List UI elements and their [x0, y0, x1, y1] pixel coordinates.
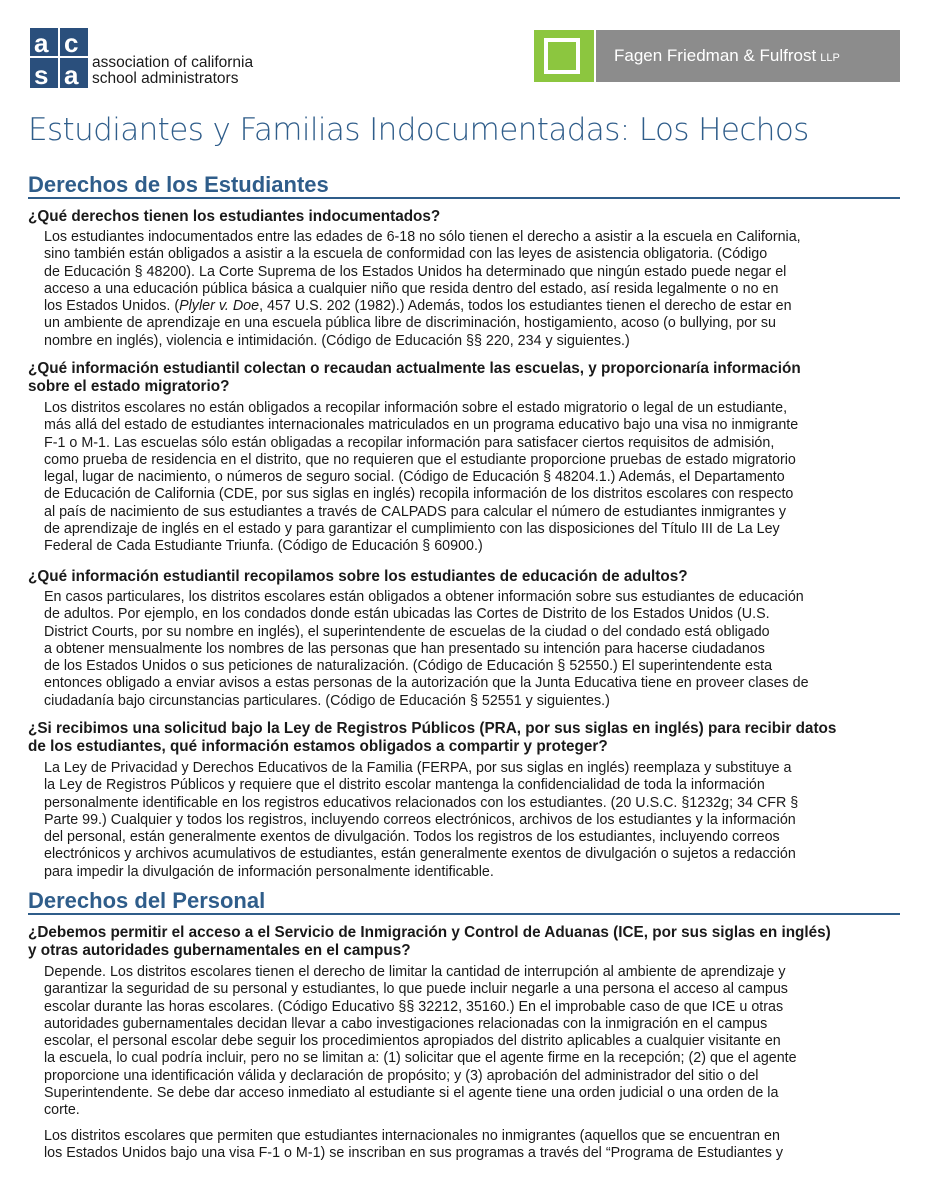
answer-line: proporcione una identificación válida y declaración de propósito; y (3) aprobación del administrador del sitio o del: [44, 1067, 759, 1084]
answer-fragment: , 457 U.S. 202 (1982).) Además, todos los estudiantes tienen el derecho de estar en: [259, 298, 792, 315]
answer-1: [44, 229, 900, 350]
answer-line: de Educación § 48200). La Corte Suprema de los Estados Unidos ha determinado que ningún estado puede negar el: [44, 263, 787, 280]
svg-text:a: a: [34, 28, 49, 58]
answer-line: sino también están obligados a asistir a la escuela de conformidad con las leyes de asistencia obligatoria. (Código: [44, 246, 768, 263]
section-heading-students: Derechos de los Estudiantes: [28, 172, 329, 197]
answer-line: ciudadanía bajo circunstancias particulares. (Código de Educación § 52551 y siguientes.): [44, 692, 610, 709]
firm-name-block: [596, 30, 900, 82]
answer-line: como prueba de residencia en el distrito, que no requieren que el estudiante proporcione pruebas de estado migratorio: [44, 451, 796, 468]
answer-line: corte.: [44, 1102, 80, 1119]
answer-line: F-1 o M-1. Las escuelas sólo están obligadas a recopilar información para satisfacer ciertos requisitos de admisión,: [44, 434, 775, 451]
answer-line: del personal, están generalmente exentos de divulgación. Todos los registros de los estudiantes, incluyendo correos: [44, 829, 780, 846]
answer-line: acceso a una educación pública básica a cualquier niño que resida dentro del estado, así resida legalmente o no en: [44, 280, 779, 297]
answer-line: garantizar la seguridad de su personal y estudiantes, lo que puede incluir negarle a una persona el acceso al campus: [44, 981, 788, 998]
section-divider: [28, 197, 900, 199]
acsa-line-1: association of california: [92, 54, 254, 71]
answer-line: más allá del estado de estudiantes internacionales matriculados en un programa educativo bajo una visa no inmigrante: [44, 417, 799, 434]
answer-line: Los distritos escolares no están obligados a recopilar información sobre el estado migratorio o legal de un estudiante,: [44, 400, 788, 416]
question-4: [28, 720, 896, 756]
question-5: [28, 924, 896, 960]
question-line: ¿Debemos permitir el acceso a el Servicio de Inmigración y Control de Aduanas (ICE, por sus siglas en inglés): [28, 924, 831, 941]
section-heading-staff: Derechos del Personal: [28, 888, 266, 913]
answer-line: escolar, el personal escolar debe seguir los procedimientos apropiados del distrito aplicables a cualquier visitante en: [44, 1033, 781, 1050]
answer-line: entonces obligado a enviar avisos a estas personas de la autorización que la Junta Educativa tiene en proveer clases de: [44, 675, 809, 692]
page-title: Estudiantes y Familias Indocumentadas: Los Hechos: [28, 112, 809, 148]
firm-name: [614, 46, 840, 66]
firm-logo: [534, 30, 900, 82]
answer-line: La Ley de Privacidad y Derechos Educativos de la Familia (FERPA, por sus siglas en inglés) reemplaza y substituye a: [44, 760, 792, 776]
answer-line: de los Estados Unidos o sus peticiones de naturalización. (Código de Educación § 52550.) El superintendente esta: [44, 658, 773, 675]
firm-name-text: Fagen Friedman & Fulfrost: [614, 46, 817, 65]
answer-line: nombre en inglés), violencia e intimidación. (Código de Educación §§ 220, 234 y siguientes.): [44, 332, 630, 349]
answer-line: autoridades gubernamentales decidan llevar a cabo investigaciones relacionadas con la inmigración en el campus: [44, 1015, 768, 1032]
green-square-logo-icon: [534, 30, 594, 82]
svg-text:s: s: [34, 60, 49, 90]
answer-3: [44, 589, 900, 710]
answer-5-continued: [44, 1128, 900, 1163]
acsa-line-2: school administrators: [92, 70, 239, 87]
question-line: de los estudiantes, qué información estamos obligados a compartir y proteger?: [28, 738, 608, 755]
answer-line: Parte 99.) Cualquier y todos los registros, incluyendo correos electrónicos, archivos de los estudiantes y la información: [44, 811, 796, 828]
question-3: [28, 568, 896, 586]
question-line: ¿Qué información estudiantil colectan o recaudan actualmente las escuelas, y proporcionaría información: [28, 360, 801, 377]
answer-line: al país de nacimiento de sus estudiantes a través de CALPADS para calcular el número de estudiantes inmigrantes y: [44, 503, 786, 520]
answer-line: personalmente identificable en los registros educativos relacionados con los estudiantes. (20 U.S.C. §1232g; 34 CFR §: [44, 794, 799, 811]
answer-fragment: los Estados Unidos. (: [44, 298, 180, 315]
answer-line: legal, lugar de nacimiento, o números de seguro social. (Código de Educación § 48204.1.) Además, el Departamento: [44, 469, 785, 486]
answer-line: [44, 298, 900, 315]
case-citation: Plyler v. Doe: [179, 298, 260, 315]
answer-line: un ambiente de aprendizaje en una escuela pública libre de discriminación, hostigamiento, acoso (o bullying, por su: [44, 315, 776, 332]
answer-4: [44, 760, 900, 881]
answer-line: la escuela, lo cual podría incluir, pero no se limitan a: (1) solicitar que el agente firme en la recepción; (2) que el agente: [44, 1050, 797, 1067]
firm-suffix: LLP: [820, 52, 840, 64]
answer-line: Depende. Los distritos escolares tienen el derecho de limitar la cantidad de interrupción al ambiente de aprendizaje y: [44, 964, 786, 980]
question-line: ¿Qué derechos tienen los estudiantes indocumentados?: [28, 208, 441, 225]
answer-line: En casos particulares, los distritos escolares están obligados a obtener información sobre sus estudiantes de educación: [44, 589, 804, 605]
answer-line: de adultos. Por ejemplo, en los condados donde están ubicadas las Cortes de Distrito de los Estados Unidos (U.S.: [44, 606, 770, 623]
svg-text:c: c: [64, 28, 79, 58]
answer-line: para impedir la divulgación de información personalmente identificable.: [44, 863, 494, 880]
answer-line: escolar durante las horas escolares. (Código Educativo §§ 32212, 35160.) En el improbable caso de que ICE u otras: [44, 998, 784, 1015]
svg-text:a: a: [64, 60, 79, 90]
answer-line: la Ley de Registros Públicos y requiere que el distrito escolar mantenga la confidencialidad de toda la información: [44, 777, 765, 794]
section-divider: [28, 913, 900, 915]
answer-5: [44, 964, 900, 1120]
answer-line: de Educación de California (CDE, por sus siglas en inglés) recopila información de los distritos escolares con respecto: [44, 486, 794, 503]
answer-line: Los distritos escolares que permiten que estudiantes internacionales no inmigrantes (aquellos que se encuentran en: [44, 1128, 780, 1144]
answer-2: [44, 400, 900, 556]
answer-line: los Estados Unidos bajo una visa F-1 o M-1) se inscriban en sus programas a través del “Programa de Estudiantes y: [44, 1145, 784, 1162]
question-line: ¿Si recibimos una solicitud bajo la Ley de Registros Públicos (PRA, por sus siglas en inglés) para recibir datos: [28, 720, 837, 737]
question-line: ¿Qué información estudiantil recopilamos sobre los estudiantes de educación de adultos?: [28, 568, 688, 585]
acsa-name: [92, 55, 253, 87]
question-line: y otras autoridades gubernamentales en el campus?: [28, 942, 411, 959]
answer-line: Superintendente. Se debe dar acceso inmediato al estudiante si el agente tiene una orden judicial o una orden de la: [44, 1085, 779, 1102]
question-1: [28, 208, 896, 226]
answer-line: Federal de Cada Estudiante Triunfa. (Código de Educación § 60900.): [44, 538, 483, 555]
answer-line: Los estudiantes indocumentados entre las edades de 6-18 no sólo tienen el derecho a asistir a la escuela en California,: [44, 229, 801, 245]
answer-line: electrónicos y archivos acumulativos de estudiantes, están generalmente exentos de divulgación o sujetos a redacción: [44, 846, 796, 863]
answer-line: a obtener mensualmente los nombres de las personas que han presentado su intención para hacerse ciudadanos: [44, 640, 765, 657]
question-2: [28, 360, 896, 396]
answer-line: District Courts, por su nombre en inglés), el superintendente de escuelas de la ciudad o del condado está obligado: [44, 623, 770, 640]
acsa-logo-icon: [28, 26, 90, 90]
answer-line: de aprendizaje de inglés en el estado y para garantizar el cumplimiento con las disposiciones del Título III de La Ley: [44, 521, 780, 538]
question-line: sobre el estado migratorio?: [28, 378, 230, 395]
